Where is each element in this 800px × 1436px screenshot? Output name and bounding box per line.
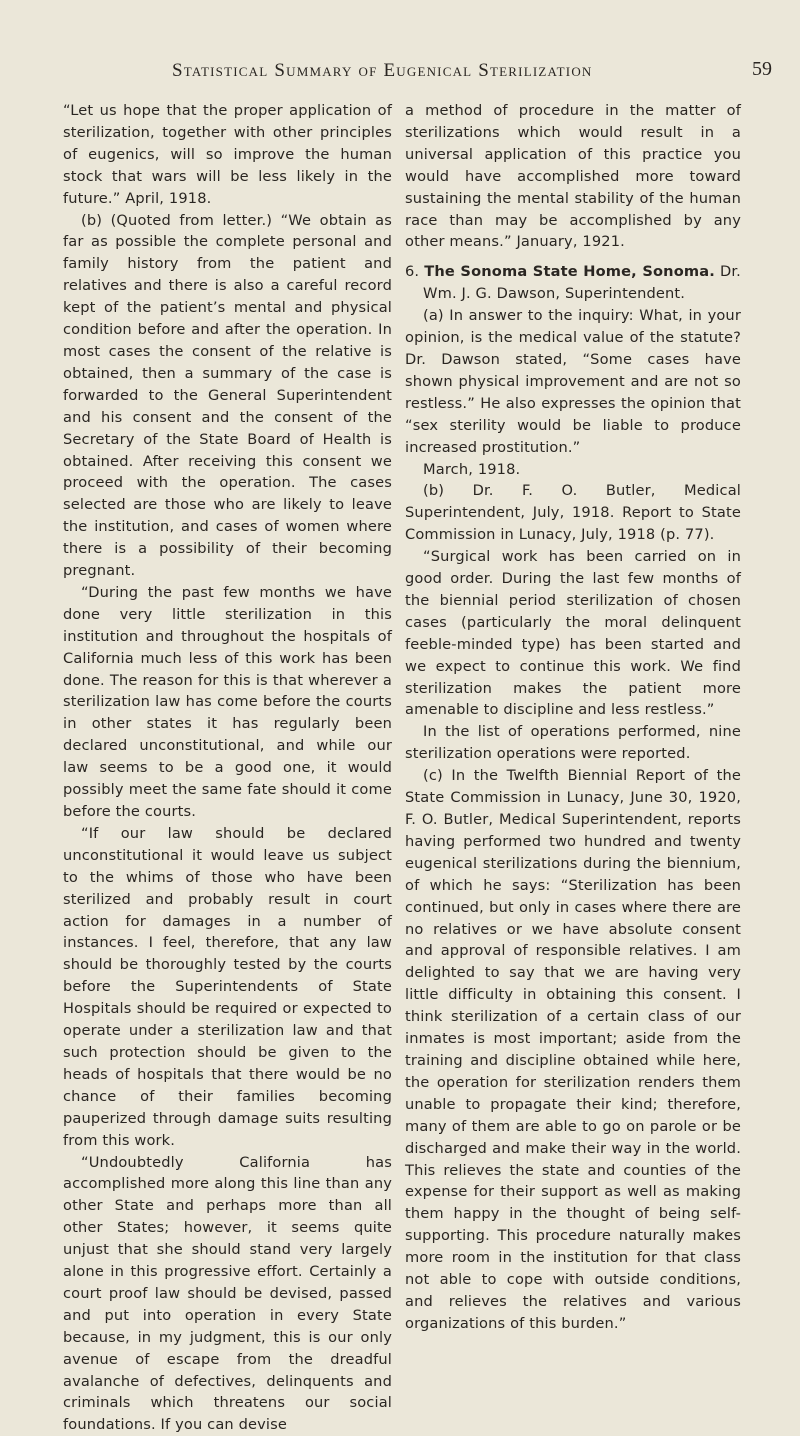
paragraph: “During the past few months we have done very little sterilization in this institution and throughout the hospitals of California much less of this work has been done. The reason for this is that wherever a sterilization law has come before the courts in other states it has regularly been declared unconstitutional, and while our law seems to be a good one, it would possibly meet the same fate should it come before the courts. [63,582,392,823]
running-title: Statistical Summary of Eugenical Sterilization [172,60,593,82]
paragraph: “If our law should be declared unconstitutional it would leave us subject to the whims of those who have been sterilized and probably result in court action for damages in a number of instances. I feel, therefore, that any law should be thoroughly tested by the courts before the Superintendents of State Hospitals should be required or expected to operate under a sterilization law and that such protection should be given to the heads of hospitals that there would be no chance of their families becoming pauperized through damage suits resulting from this work. [63,823,392,1152]
section-heading [405,261,741,305]
paragraph: “Let us hope that the proper application of sterilization, together with other principles of eugenics, will so improve the human stock that wars will be less likely in the future.” April, 1918. [63,100,392,210]
left-column [63,100,392,1436]
paragraph: (a) In answer to the inquiry: What, in your opinion, is the medical value of the statute? Dr. Dawson stated, “Some cases have shown physical improvement and are not so restless.” He also expresses the opinion that “sex sterility would be liable to produce increased prostitution.” [405,305,741,458]
paragraph: (b) Dr. F. O. Butler, Medical Superintendent, July, 1918. Report to State Commission in Lunacy, July, 1918 (p. 77). [405,480,741,546]
page-number: 59 [752,58,772,81]
paragraph: (b) (Quoted from letter.) “We obtain as far as possible the complete personal and family history from the patient and relatives and there is also a careful record kept of the patient’s mental and physical condition before and after the operation. In most cases the consent of the relative is obtained, then a summary of the case is forwarded to the General Superintendent and his consent and the consent of the Secretary of the State Board of Health is obtained. After receiving this consent we proceed with the operation. The cases selected are those who are likely to leave the institution, and cases of women where there is a possibility of their becoming pregnant. [63,210,392,582]
section-superintendent: Dr. Wm. J. G. Dawson, Superintendent. [423,263,741,302]
running-head [172,60,772,90]
section-number: 6. [405,263,419,280]
paragraph-date: March, 1918. [405,459,741,481]
paragraph: “Surgical work has been carried on in good order. During the last few months of the biennial period sterilization of chosen cases (particularly the moral delinquent feeble-minded type) has been started and we expect to continue this work. We find sterilization makes the patient more amenable to discipline and less restless.” [405,546,741,721]
paragraph: (c) In the Twelfth Biennial Report of the State Commission in Lunacy, June 30, 1920, F. O. Butler, Medical Superintendent, reports having performed two hundred and twenty eugenical sterilizations during the biennium, of which he says: “Sterilization has been continued, but only in cases where there are no relatives or we have absolute consent and approval of responsible relatives. I am delighted to say that we are having very little difficulty in obtaining this consent. I think sterilization of a certain class of our inmates is most important; aside from the training and discipline obtained while here, the operation for sterilization renders them unable to propagate their kind; therefore, many of them are able to go on parole or be discharged and make their way in the world. This relieves the state and counties of the expense for their support as well as making them happy in the thought of being self-supporting. This procedure naturally makes more room in the institution for that class not able to cope with outside conditions, and relieves the relatives and various organizations of this burden.” [405,765,741,1335]
paragraph: “Undoubtedly California has accomplished more along this line than any other State and perhaps more than all other States; however, it seems quite unjust that she should stand very largely alone in this progressive effort. Certainly a court proof law should be devised, passed and put into operation in every State because, in my judgment, this is our only avenue of escape from the dreadful avalanche of defectives, delinquents and criminals which threatens our social foundations. If you can devise [63,1152,392,1436]
right-column [405,100,741,1335]
paragraph: In the list of operations performed, nine sterilization operations were reported. [405,721,741,765]
paragraph: a method of procedure in the matter of sterilizations which would result in a universal application of this practice you would have accomplished more toward sustaining the mental stability of the human race than may be accomplished by any other means.” January, 1921. [405,100,741,253]
section-title: The Sonoma State Home, Sonoma. [424,263,715,280]
